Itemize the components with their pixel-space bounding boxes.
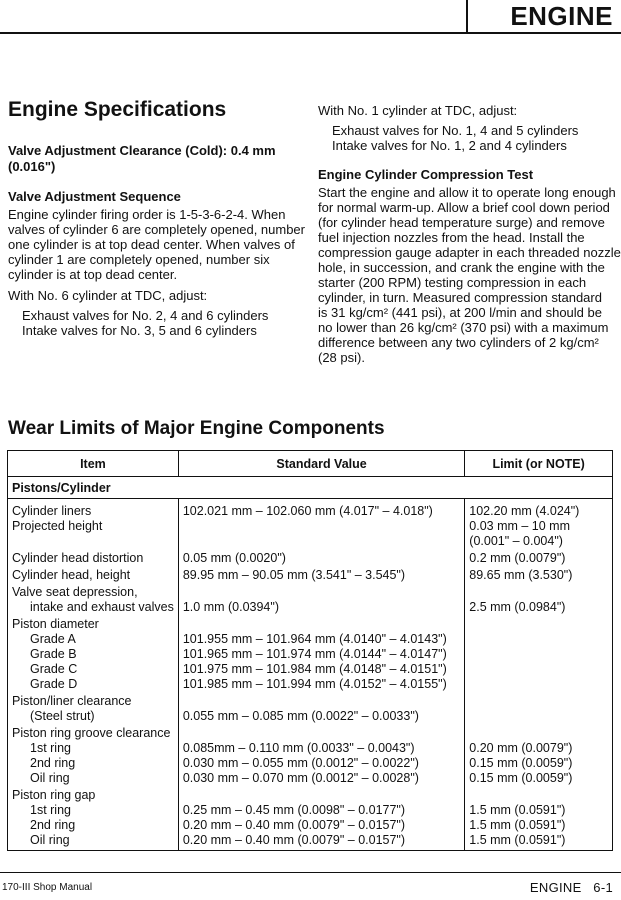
standard-cell bbox=[178, 499, 464, 552]
sequence-line: valves of cylinder 6 are completely opened, number bbox=[8, 222, 305, 237]
cell-line: 0.055 mm – 0.085 mm (0.0022" – 0.0033") bbox=[182, 709, 419, 723]
item-cell bbox=[8, 788, 179, 851]
cell-line: Grade D bbox=[30, 677, 78, 691]
clearance-line-2: (0.016") bbox=[8, 159, 56, 174]
cell-line bbox=[469, 662, 608, 677]
cell-line: 102.021 mm – 102.060 mm (4.017" – 4.018") bbox=[182, 504, 433, 518]
cell-line: 0.05 mm (0.0020") bbox=[182, 551, 286, 565]
cell-line: 1.5 mm (0.0591") bbox=[469, 833, 566, 847]
section-title: ENGINE bbox=[510, 1, 613, 31]
column-header-limit: Limit (or NOTE) bbox=[465, 451, 613, 477]
item-cell bbox=[8, 694, 179, 726]
cell-line: 0.2 mm (0.0079") bbox=[469, 551, 566, 565]
clearance-line-1: Valve Adjustment Clearance (Cold): 0.4 mm bbox=[8, 143, 276, 158]
compression-text bbox=[318, 184, 621, 365]
cell-line bbox=[469, 709, 608, 724]
cell-line bbox=[469, 632, 608, 647]
cell-line bbox=[469, 726, 608, 741]
limit-cell bbox=[465, 585, 613, 617]
standard-cell bbox=[178, 726, 464, 788]
cell-line: 89.95 mm – 90.05 mm (3.541" – 3.545") bbox=[182, 568, 406, 582]
cell-line: Cylinder head distortion bbox=[12, 551, 144, 565]
limit-cell bbox=[465, 694, 613, 726]
cell-line bbox=[469, 617, 608, 632]
sequence-heading: Valve Adjustment Sequence bbox=[8, 189, 181, 204]
cell-line: 0.030 mm – 0.055 mm (0.0012" – 0.0022") bbox=[182, 756, 419, 770]
cell-line: Grade B bbox=[30, 647, 77, 661]
specs-right-column bbox=[318, 103, 621, 365]
compression-line: no lower than 26 kg/cm² (370 psi) with a maximum bbox=[318, 319, 609, 335]
cell-line: 1st ring bbox=[30, 741, 71, 755]
compression-line: is 31 kg/cm² (441 psi), at 200 l/min and should be bbox=[318, 304, 602, 320]
cell-line: 0.15 mm (0.0059") bbox=[469, 756, 573, 770]
cell-line bbox=[183, 788, 460, 803]
cell-line: Cylinder head, height bbox=[12, 568, 131, 582]
compression-line: starter (200 RPM) testing compression in each bbox=[318, 274, 587, 290]
table-body bbox=[8, 499, 613, 851]
section-label: Pistons/Cylinder bbox=[8, 477, 613, 499]
item-cell bbox=[8, 617, 179, 694]
standard-cell bbox=[178, 568, 464, 585]
cell-line: 89.65 mm (3.530") bbox=[469, 568, 573, 582]
cell-line bbox=[183, 534, 460, 549]
page-number: ENGINE 6-1 bbox=[529, 880, 613, 895]
cell-line: Piston ring groove clearance bbox=[12, 726, 171, 740]
cell-line: 0.20 mm (0.0079") bbox=[469, 741, 573, 755]
wear-limits-title: Wear Limits of Major Engine Components bbox=[8, 418, 385, 439]
cell-line: 101.965 mm – 101.974 mm (4.0144" – 4.0147") bbox=[182, 647, 447, 661]
limit-cell bbox=[465, 788, 613, 851]
cell-line bbox=[469, 694, 608, 709]
clearance-heading bbox=[8, 143, 300, 175]
section-tab bbox=[466, 0, 621, 33]
cell-line: (0.001" – 0.004") bbox=[469, 534, 563, 548]
cell-line: Oil ring bbox=[30, 771, 70, 785]
compression-heading: Engine Cylinder Compression Test bbox=[318, 166, 534, 182]
no6-list bbox=[8, 308, 300, 338]
compression-line: compression gauge adapter in each threaded nozzle bbox=[318, 244, 621, 260]
sequence-line: one cylinder is at top dead center. When valves of bbox=[8, 237, 295, 252]
limit-cell bbox=[465, 551, 613, 568]
section-row bbox=[8, 477, 613, 499]
standard-cell bbox=[178, 788, 464, 851]
table-header-row bbox=[8, 451, 613, 477]
table-row bbox=[8, 551, 613, 568]
table-row bbox=[8, 726, 613, 788]
footer-rule bbox=[0, 872, 621, 873]
cell-line: 0.030 mm – 0.070 mm (0.0012" – 0.0028") bbox=[182, 771, 419, 785]
table-row bbox=[8, 568, 613, 585]
cell-line: 2.5 mm (0.0984") bbox=[469, 600, 566, 614]
compression-line: Start the engine and allow it to operate long enough bbox=[318, 184, 616, 200]
cell-line: 2nd ring bbox=[30, 756, 76, 770]
table-row bbox=[8, 585, 613, 617]
specs-title: Engine Specifications bbox=[8, 98, 227, 121]
cell-line: intake and exhaust valves bbox=[30, 600, 174, 614]
limit-cell bbox=[465, 617, 613, 694]
cell-line: Valve seat depression, bbox=[12, 585, 138, 599]
no6-item: Exhaust valves for No. 2, 4 and 6 cylinders bbox=[22, 307, 269, 323]
cell-line: 102.20 mm (4.024") bbox=[469, 504, 580, 518]
no1-list bbox=[318, 123, 618, 153]
no1-item: Intake valves for No. 1, 2 and 4 cylinders bbox=[332, 137, 567, 153]
cell-line: 0.15 mm (0.0059") bbox=[469, 771, 573, 785]
cell-line: Piston ring gap bbox=[12, 788, 96, 802]
compression-line: fuel injection nozzles from the head. Install the bbox=[318, 229, 585, 245]
wear-limits-table bbox=[7, 450, 613, 851]
sequence-line: Engine cylinder firing order is 1-5-3-6-2-4. When bbox=[8, 207, 286, 222]
cell-line: 101.975 mm – 101.984 mm (4.0148" – 4.0151") bbox=[182, 662, 447, 676]
cell-line: 101.985 mm – 101.994 mm (4.0152" – 4.0155") bbox=[182, 677, 447, 691]
column-header-standard: Standard Value bbox=[178, 451, 464, 477]
compression-line: (for cylinder head temperature surge) and remove bbox=[318, 214, 605, 230]
cell-line bbox=[12, 534, 174, 549]
standard-cell bbox=[178, 694, 464, 726]
cell-line: Piston diameter bbox=[12, 617, 99, 631]
cell-line: Projected height bbox=[12, 519, 103, 533]
sequence-line: cylinder is at top dead center. bbox=[8, 267, 178, 282]
cell-line: Oil ring bbox=[30, 833, 70, 847]
no1-item: Exhaust valves for No. 1, 4 and 5 cylinders bbox=[332, 122, 579, 138]
cell-line bbox=[469, 585, 608, 600]
cell-line bbox=[183, 519, 460, 534]
no1-intro: With No. 1 cylinder at TDC, adjust: bbox=[318, 103, 518, 118]
item-cell bbox=[8, 499, 179, 552]
cell-line bbox=[183, 585, 460, 600]
sequence-line: cylinder 1 are completely opened, number six bbox=[8, 252, 270, 267]
compression-line: cylinder, in turn. Measured compression standard bbox=[318, 289, 602, 305]
cell-line: 0.20 mm – 0.40 mm (0.0079" – 0.0157") bbox=[182, 833, 406, 847]
standard-cell bbox=[178, 585, 464, 617]
limit-cell bbox=[465, 568, 613, 585]
cell-line: Cylinder liners bbox=[12, 504, 92, 518]
cell-line: 0.25 mm – 0.45 mm (0.0098" – 0.0177") bbox=[182, 803, 406, 817]
cell-line: 0.085mm – 0.110 mm (0.0033" – 0.0043") bbox=[182, 741, 415, 755]
item-cell bbox=[8, 726, 179, 788]
cell-line bbox=[183, 726, 460, 741]
cell-line: (Steel strut) bbox=[30, 709, 95, 723]
table-row bbox=[8, 499, 613, 552]
table-row bbox=[8, 694, 613, 726]
specs-left-column bbox=[8, 143, 305, 338]
table-row bbox=[8, 788, 613, 851]
cell-line: 101.955 mm – 101.964 mm (4.0140" – 4.0143") bbox=[182, 632, 447, 646]
limit-cell bbox=[465, 726, 613, 788]
item-cell bbox=[8, 551, 179, 568]
item-cell bbox=[8, 585, 179, 617]
cell-line: 0.03 mm – 10 mm bbox=[469, 519, 571, 533]
compression-line: (28 psi). bbox=[318, 349, 365, 365]
cell-line bbox=[183, 694, 460, 709]
cell-line: Grade A bbox=[30, 632, 76, 646]
cell-line: 1.5 mm (0.0591") bbox=[469, 803, 566, 817]
cell-line bbox=[183, 617, 460, 632]
limit-cell bbox=[465, 499, 613, 552]
no6-item: Intake valves for No. 3, 5 and 6 cylinders bbox=[22, 322, 257, 338]
cell-line: 1st ring bbox=[30, 803, 71, 817]
standard-cell bbox=[178, 551, 464, 568]
sequence-text bbox=[8, 207, 305, 282]
cell-line bbox=[469, 647, 608, 662]
cell-line bbox=[469, 788, 608, 803]
cell-line: Piston/liner clearance bbox=[12, 694, 132, 708]
cell-line: 1.0 mm (0.0394") bbox=[182, 600, 279, 614]
manual-name: 170-III Shop Manual bbox=[2, 882, 93, 893]
cell-line: Grade C bbox=[30, 662, 78, 676]
standard-cell bbox=[178, 617, 464, 694]
compression-line: hole, in succession, and crank the engine with the bbox=[318, 259, 605, 275]
column-header-item: Item bbox=[8, 451, 179, 477]
cell-line bbox=[469, 677, 608, 692]
compression-line: difference between any two cylinders of 2 kg/cm² bbox=[318, 334, 599, 350]
cell-line: 1.5 mm (0.0591") bbox=[469, 818, 566, 832]
cell-line: 0.20 mm – 0.40 mm (0.0079" – 0.0157") bbox=[182, 818, 406, 832]
table-row bbox=[8, 617, 613, 694]
compression-line: for normal warm-up. Allow a brief cool down period bbox=[318, 199, 610, 215]
item-cell bbox=[8, 568, 179, 585]
no6-intro: With No. 6 cylinder at TDC, adjust: bbox=[8, 288, 208, 303]
cell-line: 2nd ring bbox=[30, 818, 76, 832]
